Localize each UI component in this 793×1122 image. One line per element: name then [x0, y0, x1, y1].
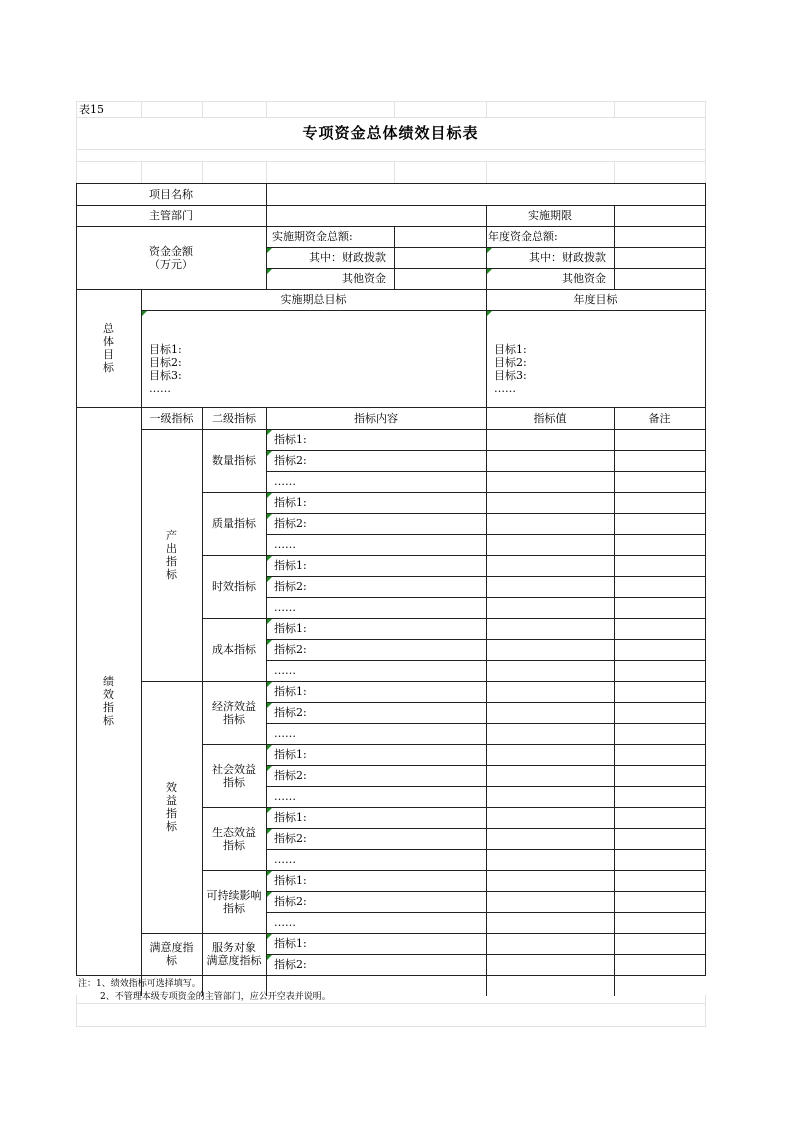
column-header-1: 一级指标 — [149, 411, 194, 425]
secondary-indicator-6 — [202, 744, 266, 807]
indicator-remark-cell[interactable] — [614, 828, 705, 849]
secondary-indicator-4 — [202, 618, 266, 681]
grid-line-v — [486, 101, 487, 118]
indicator-content-cell[interactable]: 指标2: — [274, 580, 307, 593]
period-value[interactable] — [614, 205, 705, 226]
secondary-indicator-7 — [202, 807, 266, 870]
sheet-title: 专项资金总体绩效目标表 — [302, 123, 479, 142]
indicator-remark-cell[interactable] — [614, 471, 705, 492]
performance-indicators-label — [76, 407, 141, 995]
cell-comment-marker — [267, 703, 272, 708]
secondary-indicator-7-line: 指标 — [223, 838, 245, 852]
indicator-value-cell[interactable] — [486, 681, 614, 702]
indicator-remark-cell[interactable] — [614, 513, 705, 534]
indicator-remark-cell[interactable] — [614, 912, 705, 933]
secondary-indicator-8-line: 指标 — [223, 901, 245, 915]
other-label-right: 其他资金 — [562, 272, 606, 285]
annual-goal-text-line: 目标1: — [494, 342, 527, 356]
cell-comment-marker — [267, 451, 272, 456]
annual-goal-text-line: 目标2: — [494, 355, 527, 369]
project-name-value[interactable] — [266, 183, 705, 205]
indicator-content-cell[interactable]: 指标1: — [274, 496, 307, 509]
secondary-indicator-6-line: 社会效益 — [212, 762, 256, 776]
indicator-value-cell[interactable] — [486, 870, 614, 891]
secondary-indicator-1-line: 数量指标 — [212, 454, 256, 467]
grid-line-v — [394, 101, 395, 118]
cell-comment-marker — [267, 430, 272, 435]
grid-line-h — [76, 149, 706, 150]
funds-amount-value[interactable] — [394, 268, 486, 289]
secondary-indicator-9 — [202, 933, 266, 975]
performance-indicators-label-line: 效 — [103, 688, 114, 701]
funds-amount-value[interactable] — [614, 226, 705, 247]
indicator-content-cell[interactable]: …… — [274, 727, 296, 740]
fiscal-label-left: 其中：财政拨款 — [309, 251, 386, 264]
grid-line-v — [141, 161, 142, 184]
indicator-value-cell[interactable] — [486, 471, 614, 492]
secondary-indicator-3 — [202, 555, 266, 618]
secondary-indicator-5-line: 指标 — [223, 712, 245, 726]
indicator-remark-cell[interactable] — [614, 681, 705, 702]
funds-amount-value[interactable] — [394, 226, 486, 247]
annual-goal-text-line: 目标3: — [494, 368, 527, 382]
note-2: 2、不管理本级专项资金的主管部门，应公开空表并说明。 — [100, 991, 331, 1002]
indicator-content-cell[interactable]: …… — [274, 916, 296, 929]
note-1: 注：1、绩效指标可选择填写。 — [78, 978, 201, 989]
indicator-remark-cell[interactable] — [614, 597, 705, 618]
overall-goals-label — [76, 289, 141, 407]
secondary-indicator-2-line: 质量指标 — [212, 517, 256, 530]
period-goal-text-line: 目标1: — [149, 342, 182, 356]
indicator-remark-cell[interactable] — [614, 576, 705, 597]
cell-comment-marker — [267, 892, 272, 897]
annual-funds-label: 年度资金总额: — [488, 230, 558, 243]
indicator-value-cell[interactable] — [486, 450, 614, 471]
column-header-2: 二级指标 — [212, 411, 256, 425]
cell-comment-marker — [267, 640, 272, 645]
cell-comment-marker — [267, 577, 272, 582]
annual-goal-text-line: …… — [494, 381, 516, 395]
grid-line-v — [266, 101, 267, 118]
secondary-indicator-7-line: 生态效益 — [212, 825, 256, 839]
benefit-indicators-label-line: 指 — [166, 807, 177, 820]
grid-line-v — [141, 101, 142, 118]
indicator-content-cell[interactable]: 指标1: — [274, 559, 307, 572]
grid-line-v — [394, 161, 395, 184]
indicator-value-cell[interactable] — [486, 492, 614, 513]
indicator-value-cell[interactable] — [486, 597, 614, 618]
cell-comment-marker — [267, 619, 272, 624]
cell-comment-marker — [267, 248, 272, 253]
grid-line-h — [76, 1003, 706, 1004]
period-goal-text-line: …… — [149, 381, 171, 395]
indicator-value-cell[interactable] — [486, 723, 614, 744]
indicator-content-cell[interactable]: 指标1: — [274, 811, 307, 824]
indicator-remark-cell[interactable] — [614, 450, 705, 471]
grid-line-v — [202, 101, 203, 118]
secondary-indicator-9-line: 服务对象 — [212, 941, 256, 954]
indicator-value-cell[interactable] — [486, 912, 614, 933]
indicator-content-cell[interactable]: 指标1: — [274, 685, 307, 698]
benefit-indicators-label — [141, 681, 202, 933]
period-label: 实施期限 — [528, 209, 572, 222]
secondary-indicator-1 — [202, 429, 266, 492]
indicator-content-cell[interactable]: 指标1: — [274, 433, 307, 446]
indicator-value-cell[interactable] — [486, 933, 614, 954]
indicator-value-cell[interactable] — [486, 429, 614, 450]
cell-comment-marker — [267, 829, 272, 834]
indicator-value-cell[interactable] — [486, 618, 614, 639]
period-goal-header: 实施期总目标 — [280, 293, 347, 306]
funds-label-line: （万元） — [149, 257, 193, 271]
indicator-remark-cell[interactable] — [614, 870, 705, 891]
indicator-remark-cell[interactable] — [614, 849, 705, 870]
indicator-remark-cell[interactable] — [614, 429, 705, 450]
dept-label: 主管部门 — [149, 209, 193, 222]
indicator-content-cell[interactable]: 指标1: — [274, 748, 307, 761]
indicator-remark-cell[interactable] — [614, 744, 705, 765]
grid-line-v — [705, 101, 706, 118]
other-label-left: 其他资金 — [342, 272, 386, 285]
cell-comment-marker — [142, 311, 147, 316]
indicator-value-cell[interactable] — [486, 660, 614, 681]
period-goal-text-line: 目标2: — [149, 355, 182, 369]
overall-goals-label-line: 总 — [103, 322, 114, 335]
indicator-remark-cell[interactable] — [614, 534, 705, 555]
indicator-value-cell[interactable] — [486, 534, 614, 555]
satisfaction-indicators-label-line: 标 — [166, 954, 177, 967]
grid-line-h — [76, 101, 706, 102]
grid-line-h — [76, 161, 706, 162]
indicator-remark-cell[interactable] — [614, 933, 705, 954]
overall-goals-label-line: 体 — [103, 335, 114, 348]
indicator-content-cell[interactable]: 指标2: — [274, 643, 307, 656]
indicator-value-cell[interactable] — [486, 639, 614, 660]
satisfaction-indicators-label-line: 满意度指 — [149, 941, 194, 954]
indicator-content-cell[interactable]: …… — [274, 790, 296, 803]
column-header-3: 指标内容 — [354, 411, 398, 425]
output-indicators-label-line: 产 — [166, 529, 177, 542]
indicator-value-cell[interactable] — [486, 765, 614, 786]
overall-goals-label-line: 标 — [103, 361, 114, 374]
secondary-indicator-9-line: 满意度指标 — [206, 954, 262, 967]
funds-label-line: 资金金额 — [149, 244, 193, 258]
cell-comment-marker — [267, 556, 272, 561]
table-number: 表15 — [79, 102, 104, 116]
indicator-value-cell[interactable] — [486, 576, 614, 597]
indicator-remark-cell[interactable] — [614, 639, 705, 660]
funds-amount-value[interactable] — [614, 268, 705, 289]
indicator-remark-cell[interactable] — [614, 807, 705, 828]
grid-line-v — [202, 161, 203, 184]
secondary-indicator-5 — [202, 681, 266, 744]
indicator-remark-cell[interactable] — [614, 492, 705, 513]
overall-goals-label-line: 目 — [103, 348, 114, 361]
grid-line-v — [705, 183, 706, 976]
cell-comment-marker — [267, 682, 272, 687]
indicator-content-cell[interactable]: 指标1: — [274, 622, 307, 635]
dept-value[interactable] — [266, 205, 486, 226]
indicator-remark-cell[interactable] — [614, 618, 705, 639]
benefit-indicators-label-line: 标 — [166, 820, 177, 833]
grid-line-v — [266, 161, 267, 184]
output-indicators-label-line: 出 — [166, 542, 177, 555]
secondary-indicator-6-line: 指标 — [223, 775, 245, 789]
indicator-content-cell[interactable]: …… — [274, 664, 296, 677]
indicator-content-cell[interactable]: …… — [274, 538, 296, 551]
cell-comment-marker — [267, 934, 272, 939]
indicator-remark-cell[interactable] — [614, 660, 705, 681]
indicator-content-cell[interactable]: …… — [274, 601, 296, 614]
indicator-remark-cell[interactable] — [614, 954, 705, 975]
indicator-value-cell[interactable] — [486, 702, 614, 723]
indicator-value-cell[interactable] — [486, 786, 614, 807]
grid-line-v — [76, 183, 77, 976]
cell-comment-marker — [267, 745, 272, 750]
fiscal-label-right: 其中：财政拨款 — [529, 251, 606, 264]
annual-goal-text[interactable] — [486, 310, 705, 407]
indicator-remark-cell[interactable] — [614, 555, 705, 576]
secondary-indicator-4-line: 成本指标 — [212, 643, 256, 656]
secondary-indicator-8 — [202, 870, 266, 933]
indicator-value-cell[interactable] — [486, 891, 614, 912]
grid-line-v — [705, 161, 706, 184]
performance-indicators-label-line: 绩 — [103, 675, 114, 688]
indicator-value-cell[interactable] — [486, 513, 614, 534]
grid-line-v — [705, 117, 706, 162]
indicator-content-cell[interactable]: …… — [274, 853, 296, 866]
indicator-value-cell[interactable] — [486, 744, 614, 765]
indicator-content-cell[interactable]: 指标2: — [274, 769, 307, 782]
annual-goal-header: 年度目标 — [573, 293, 618, 306]
column-header-5: 备注 — [648, 411, 671, 425]
total-funds-label: 实施期资金总额: — [272, 230, 353, 243]
indicator-value-cell[interactable] — [486, 807, 614, 828]
secondary-indicator-8-line: 可持续影响 — [206, 888, 262, 902]
cell-comment-marker — [267, 766, 272, 771]
indicator-remark-cell[interactable] — [614, 702, 705, 723]
project-name-label: 项目名称 — [149, 187, 193, 201]
indicator-remark-cell[interactable] — [614, 723, 705, 744]
cell-comment-marker — [267, 955, 272, 960]
performance-indicators-label-line: 标 — [103, 714, 114, 727]
indicator-content-cell[interactable]: 指标2: — [274, 706, 307, 719]
period-goal-text-line: 目标3: — [149, 368, 182, 382]
column-header-4: 指标值 — [533, 411, 567, 425]
secondary-indicator-2 — [202, 492, 266, 555]
grid-line-v — [76, 161, 77, 184]
cell-comment-marker — [487, 248, 492, 253]
indicator-value-cell[interactable] — [486, 954, 614, 975]
cell-comment-marker — [487, 269, 492, 274]
grid-line-v — [614, 101, 615, 118]
indicator-content-cell[interactable]: 指标2: — [274, 454, 307, 467]
secondary-indicator-5-line: 经济效益 — [212, 699, 256, 713]
indicator-remark-cell[interactable] — [614, 765, 705, 786]
cell-comment-marker — [487, 311, 492, 316]
indicator-content-cell[interactable]: 指标2: — [274, 958, 307, 971]
funds-amount-value[interactable] — [394, 247, 486, 268]
grid-line-v — [486, 161, 487, 184]
satisfaction-indicators-label — [141, 933, 202, 975]
cell-comment-marker — [267, 871, 272, 876]
output-indicators-label-line: 标 — [166, 568, 177, 581]
grid-line-v — [614, 161, 615, 184]
benefit-indicators-label-line: 益 — [166, 794, 177, 807]
indicator-value-cell[interactable] — [486, 849, 614, 870]
indicator-content-cell[interactable]: 指标2: — [274, 517, 307, 530]
grid-line-h — [76, 1026, 706, 1027]
indicator-remark-cell[interactable] — [614, 891, 705, 912]
secondary-indicator-3-line: 时效指标 — [212, 580, 256, 593]
grid-line-v — [705, 995, 706, 1027]
indicator-value-cell[interactable] — [486, 555, 614, 576]
funds-label — [76, 226, 266, 289]
cell-comment-marker — [267, 514, 272, 519]
indicator-remark-cell[interactable] — [614, 786, 705, 807]
indicator-content-cell[interactable]: 指标1: — [274, 874, 307, 887]
indicator-content-cell[interactable]: 指标1: — [274, 937, 307, 950]
indicator-content-cell[interactable]: 指标2: — [274, 895, 307, 908]
cell-comment-marker — [267, 493, 272, 498]
cell-comment-marker — [267, 269, 272, 274]
cell-comment-marker — [267, 808, 272, 813]
indicator-content-cell[interactable]: 指标2: — [274, 832, 307, 845]
indicator-value-cell[interactable] — [486, 828, 614, 849]
grid-line-h — [76, 975, 706, 976]
output-indicators-label-line: 指 — [166, 555, 177, 568]
output-indicators-label — [141, 429, 202, 681]
indicator-content-cell[interactable]: …… — [274, 475, 296, 488]
period-goal-text[interactable] — [141, 310, 486, 407]
funds-amount-value[interactable] — [614, 247, 705, 268]
performance-indicators-label-line: 指 — [103, 701, 114, 714]
benefit-indicators-label-line: 效 — [166, 781, 177, 794]
